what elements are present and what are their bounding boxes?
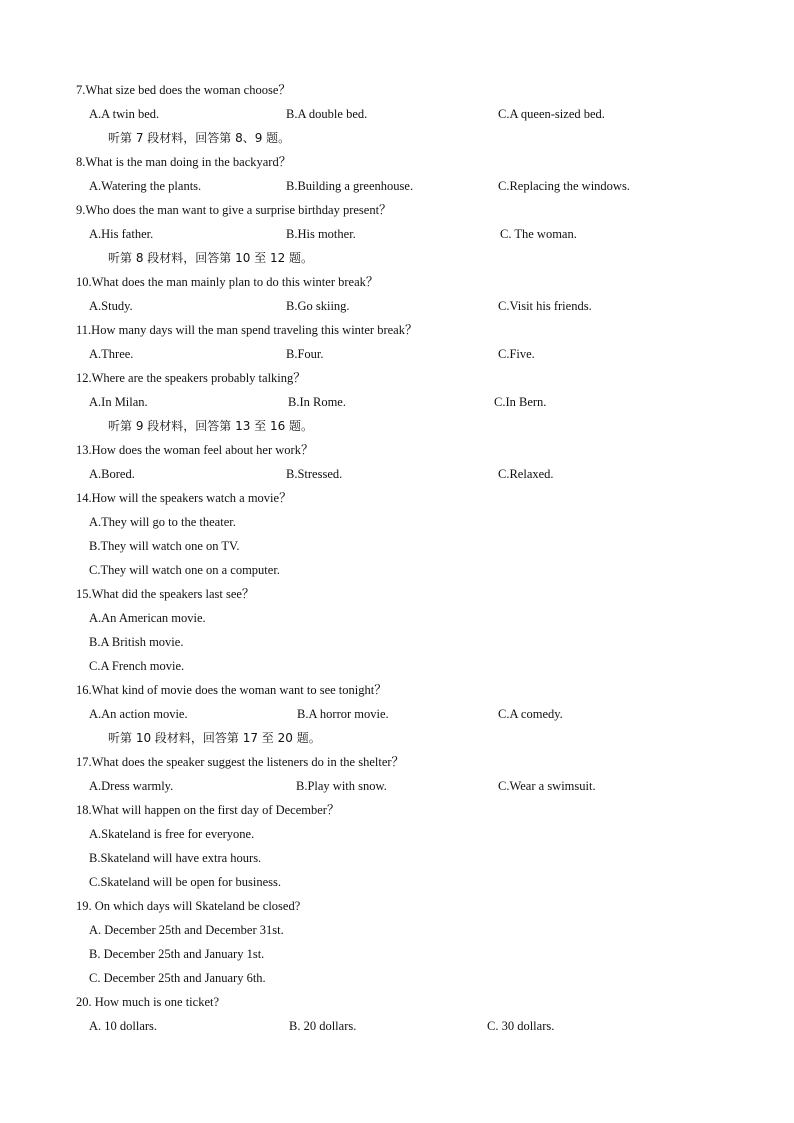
answer-option: C.A French movie. xyxy=(89,659,185,673)
answer-option: C. The woman. xyxy=(500,227,577,241)
answer-option: B.Building a greenhouse. xyxy=(286,179,414,193)
answer-option: C.Relaxed. xyxy=(498,467,554,481)
answer-option: B.Skateland will have extra hours. xyxy=(89,851,262,865)
section-instruction: 听第 7 段材料，回答第 8、9 题。 xyxy=(108,131,291,145)
answer-option: A.They will go to the theater. xyxy=(89,515,236,529)
answer-option: A. December 25th and December 31st. xyxy=(89,923,284,937)
answer-option: C.Replacing the windows. xyxy=(498,179,630,193)
section-instruction: 听第 8 段材料，回答第 10 至 12 题。 xyxy=(108,251,314,265)
question-text: 10.What does the man mainly plan to do this winter break？ xyxy=(76,275,379,289)
answer-option: B. 20 dollars. xyxy=(289,1019,357,1033)
answer-option: A.An action movie. xyxy=(89,707,188,721)
answer-option: C. December 25th and January 6th. xyxy=(89,971,266,985)
answer-option: B.A British movie. xyxy=(89,635,184,649)
question-text: 13.How does the woman feel about her work？ xyxy=(76,443,314,457)
answer-option: A.An American movie. xyxy=(89,611,206,625)
answer-option: C.In Bern. xyxy=(494,395,547,409)
section-instruction: 听第 9 段材料，回答第 13 至 16 题。 xyxy=(108,419,314,433)
answer-option: A.His father. xyxy=(89,227,154,241)
answer-option: C. 30 dollars. xyxy=(487,1019,555,1033)
question-text: 14.How will the speakers watch a movie？ xyxy=(76,491,292,505)
answer-option: B.In Rome. xyxy=(288,395,346,409)
question-text: 11.How many days will the man spend traveling this winter break？ xyxy=(76,323,418,337)
answer-option: A.A twin bed. xyxy=(89,107,160,121)
answer-option: B. December 25th and January 1st. xyxy=(89,947,265,961)
question-text: 8.What is the man doing in the backyard？ xyxy=(76,155,292,169)
answer-option: A.Watering the plants. xyxy=(89,179,202,193)
answer-option: B.They will watch one on TV. xyxy=(89,539,240,553)
answer-option: B.His mother. xyxy=(286,227,356,241)
answer-option: B.A horror movie. xyxy=(297,707,389,721)
answer-option: B.Play with snow. xyxy=(296,779,387,793)
answer-option: A.Skateland is free for everyone. xyxy=(89,827,255,841)
question-text: 9.Who does the man want to give a surprise birthday present？ xyxy=(76,203,392,217)
answer-option: B.Four. xyxy=(286,347,324,361)
question-text: 16.What kind of movie does the woman want to see tonight？ xyxy=(76,683,387,697)
answer-option: A.In Milan. xyxy=(89,395,148,409)
answer-option: B.A double bed. xyxy=(286,107,368,121)
answer-option: A.Dress warmly. xyxy=(89,779,174,793)
answer-option: C.A queen-sized bed. xyxy=(498,107,605,121)
answer-option: C.They will watch one on a computer. xyxy=(89,563,280,577)
answer-option: C.Skateland will be open for business. xyxy=(89,875,281,889)
question-text: 12.Where are the speakers probably talking？ xyxy=(76,371,306,385)
answer-option: A.Study. xyxy=(89,299,133,313)
answer-option: A. 10 dollars. xyxy=(89,1019,158,1033)
question-text: 15.What did the speakers last see？ xyxy=(76,587,255,601)
section-instruction: 听第 10 段材料，回答第 17 至 20 题。 xyxy=(108,731,321,745)
answer-option: C.Five. xyxy=(498,347,535,361)
answer-option: B.Stressed. xyxy=(286,467,343,481)
question-text: 7.What size bed does the woman choose？ xyxy=(76,83,291,97)
answer-option: A.Three. xyxy=(89,347,134,361)
question-text: 18.What will happen on the first day of December？ xyxy=(76,803,340,817)
question-text: 19. On which days will Skateland be closed? xyxy=(76,899,301,913)
answer-option: B.Go skiing. xyxy=(286,299,350,313)
question-text: 20. How much is one ticket? xyxy=(76,995,220,1009)
question-text: 17.What does the speaker suggest the listeners do in the shelter？ xyxy=(76,755,405,769)
answer-option: A.Bored. xyxy=(89,467,135,481)
answer-option: C.A comedy. xyxy=(498,707,563,721)
answer-option: C.Wear a swimsuit. xyxy=(498,779,596,793)
answer-option: C.Visit his friends. xyxy=(498,299,592,313)
